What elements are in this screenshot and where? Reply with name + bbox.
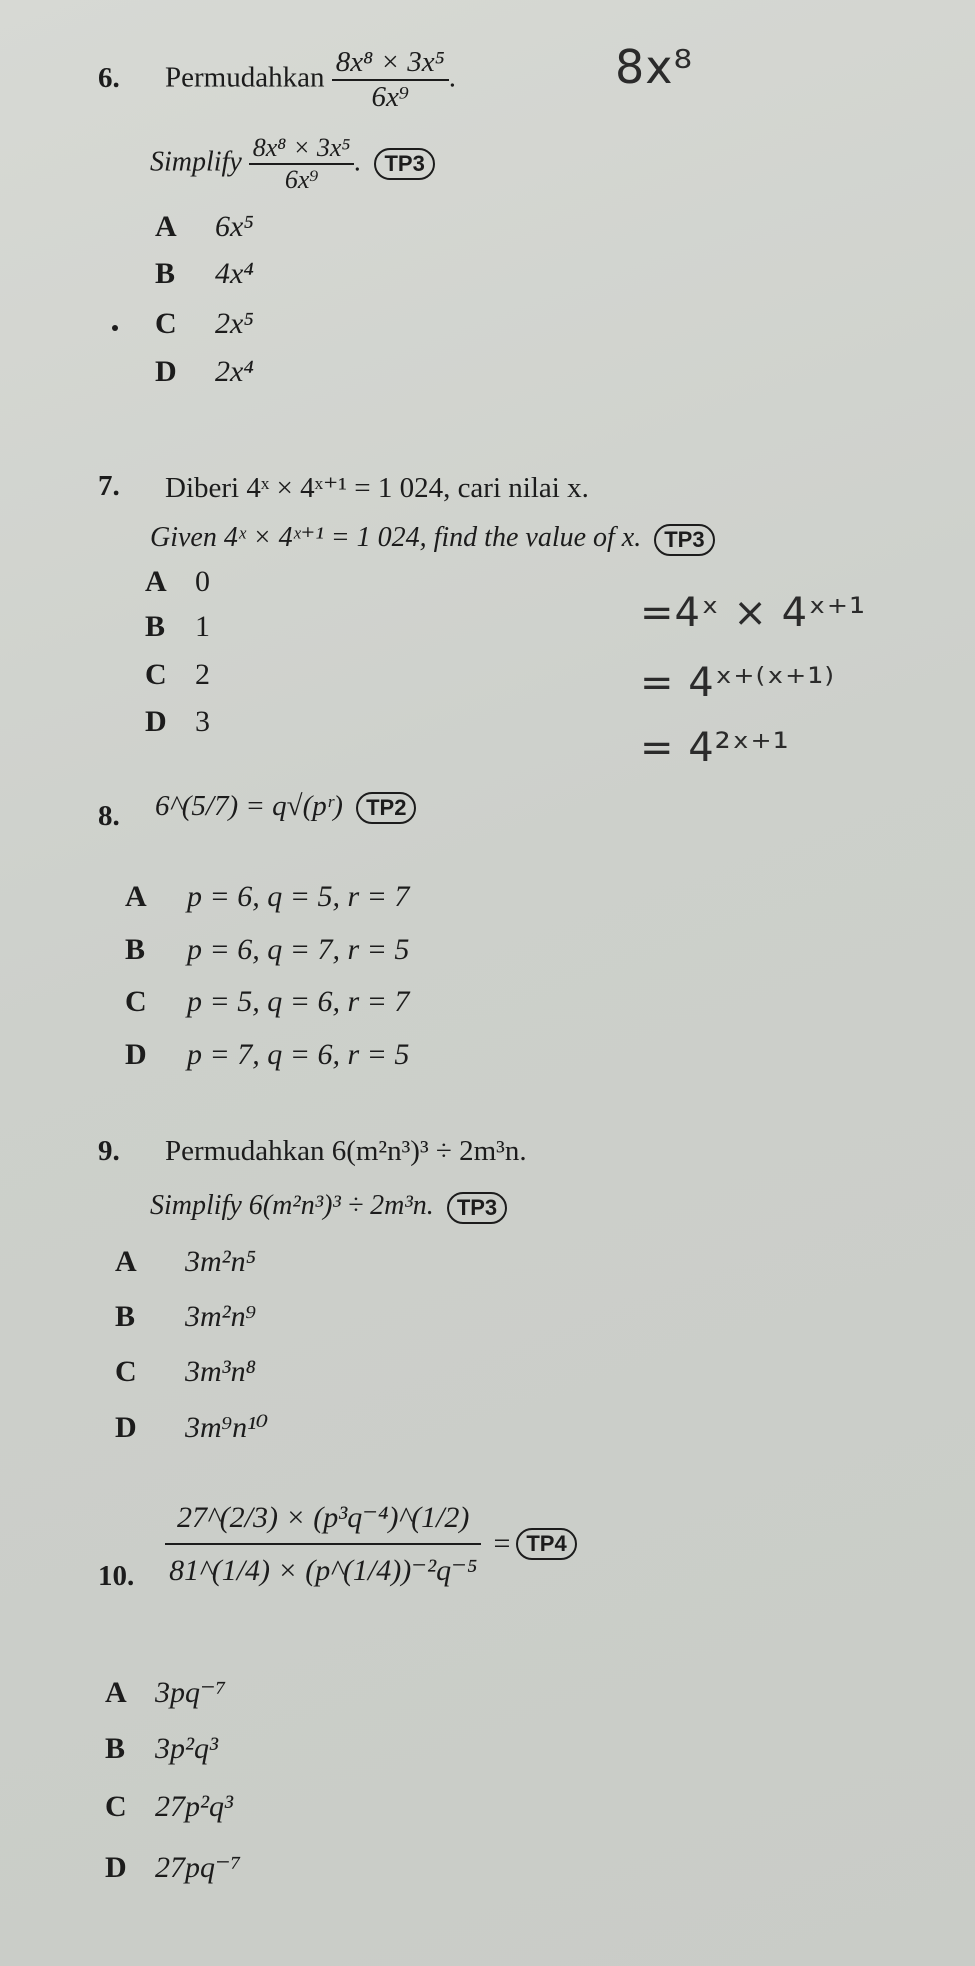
option-a[interactable]: A 6x⁵ bbox=[155, 210, 254, 243]
tp-badge: TP3 bbox=[654, 524, 714, 556]
fraction: $\frac{\text{8x⁸ × 3x⁵}}{\text{6x⁹}}$ bbox=[249, 133, 355, 195]
option-c[interactable]: C 3m³n⁸ bbox=[115, 1355, 257, 1388]
option-c[interactable]: C 2x⁵ bbox=[155, 307, 254, 340]
handwritten-step-1: =4ˣ × 4ˣ⁺¹ bbox=[640, 590, 867, 636]
question-stem: $\frac{\text{27\textasciicircum{}(2/3) × (p³q⁻⁴)\textasciicircum{}(1/2)}}{\text{81\textasciicircum{}(1/4) × (p\textasciicircum{}(1/4))⁻²q⁻⁵}}$ = TP4 bbox=[165, 1500, 577, 1588]
option-d[interactable]: D 3 bbox=[145, 705, 210, 738]
option-c[interactable]: C p = 5, q = 6, r = 7 bbox=[125, 985, 410, 1018]
option-b[interactable]: B 3m²n⁹ bbox=[115, 1300, 257, 1333]
option-b[interactable]: B 3p²q³ bbox=[105, 1732, 218, 1765]
handwritten-step-2: = 4ˣ⁺⁽ˣ⁺¹⁾ bbox=[640, 660, 836, 706]
tp-badge: TP3 bbox=[447, 1192, 507, 1224]
option-c[interactable]: C 2 bbox=[145, 658, 210, 691]
question-number: 9. bbox=[98, 1135, 120, 1167]
tp-badge: TP3 bbox=[374, 148, 434, 180]
option-a[interactable]: A p = 6, q = 5, r = 7 bbox=[125, 880, 410, 913]
question-stem: 6^(5/7) = q√(pʳ) TP2 bbox=[155, 790, 416, 824]
question-number: 7. bbox=[98, 470, 120, 502]
fraction: $\frac{\text{27\textasciicircum{}(2/3) × (p³q⁻⁴)\textasciicircum{}(1/2)}}{\text{81\textasciicircum{}(1/4) × (p\textasciicircum{}(1/4))⁻²q⁻⁵}}$ bbox=[165, 1500, 481, 1588]
question-number: 8. bbox=[98, 800, 120, 832]
fraction: $\frac{\text{8x⁸ × 3x⁵}}{\text{6x⁹}}$ bbox=[332, 46, 449, 114]
question-stem-en: Simplify $\frac{\text{8x⁸ × 3x⁵}}{\text{6x⁹}}$ . TP3 bbox=[150, 133, 435, 195]
option-d[interactable]: D 27pq⁻⁷ bbox=[105, 1851, 242, 1884]
option-b[interactable]: B 4x⁴ bbox=[155, 257, 254, 290]
option-d[interactable]: D p = 7, q = 6, r = 5 bbox=[125, 1038, 410, 1071]
option-d[interactable]: D 3m⁹n¹⁰ bbox=[115, 1411, 269, 1444]
question-stem-ms: Permudahkan $\frac{\text{8x⁸ × 3x⁵}}{\text{6x⁹}}$ . bbox=[165, 46, 456, 113]
tp-badge: TP4 bbox=[516, 1528, 576, 1560]
question-number: 6. bbox=[98, 62, 120, 94]
option-a[interactable]: A 0 bbox=[145, 565, 210, 598]
option-b[interactable]: B 1 bbox=[145, 610, 210, 643]
handwritten-step-3: = 4²ˣ⁺¹ bbox=[640, 725, 790, 771]
option-d[interactable]: D 2x⁴ bbox=[155, 355, 254, 388]
tp-badge: TP2 bbox=[356, 792, 416, 824]
option-b[interactable]: B p = 6, q = 7, r = 5 bbox=[125, 933, 410, 966]
question-number: 10. bbox=[98, 1560, 135, 1592]
pen-mark-dot bbox=[112, 325, 118, 331]
question-stem-ms: Permudahkan 6(m²n³)³ ÷ 2m³n. bbox=[165, 1135, 527, 1167]
handwritten-note: 8x⁸ bbox=[615, 40, 693, 94]
option-a[interactable]: A 3pq⁻⁷ bbox=[105, 1676, 227, 1709]
question-stem-ms: Diberi 4ˣ × 4ˣ⁺¹ = 1 024, cari nilai x. bbox=[165, 472, 589, 504]
question-stem-en: Given 4ˣ × 4ˣ⁺¹ = 1 024, find the value of x. TP3 bbox=[150, 520, 715, 556]
question-stem-en: Simplify 6(m²n³)³ ÷ 2m³n. TP3 bbox=[150, 1190, 507, 1224]
option-c[interactable]: C 27p²q³ bbox=[105, 1790, 233, 1823]
option-a[interactable]: A 3m²n⁵ bbox=[115, 1245, 257, 1278]
